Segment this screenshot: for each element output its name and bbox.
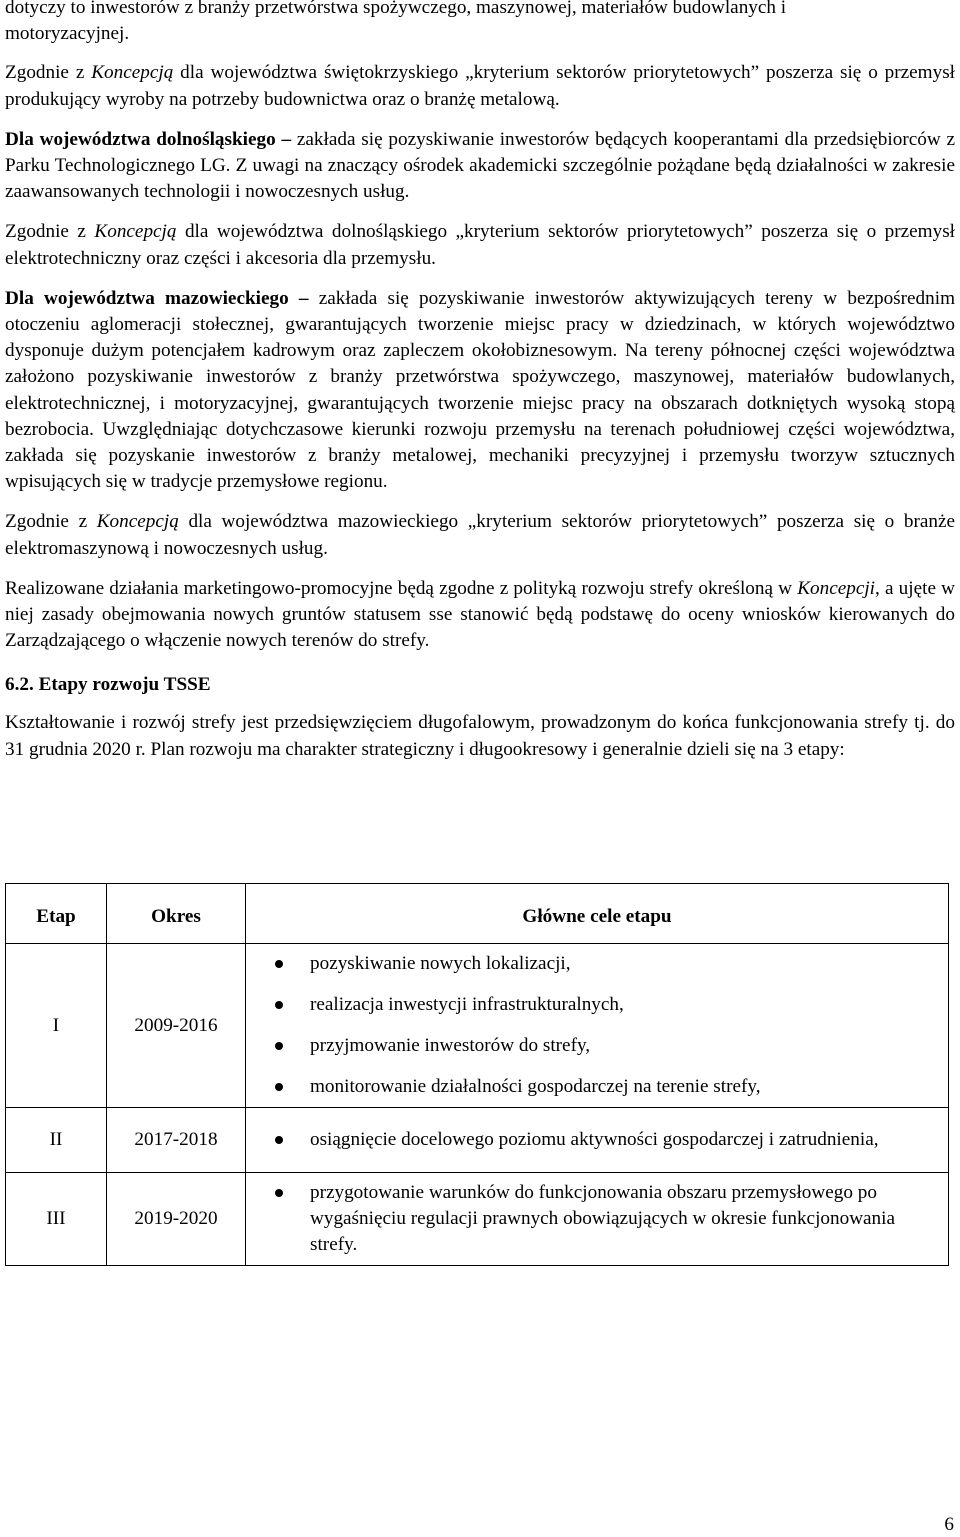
- paragraph-mazowieckie: [5, 286, 955, 496]
- list-item: [246, 1033, 948, 1059]
- bullet-icon: [275, 1136, 283, 1144]
- list-item: [246, 992, 948, 1018]
- goals-cell: [246, 944, 949, 1108]
- goals-cell: [246, 1173, 949, 1266]
- stage-cell: I: [6, 944, 107, 1108]
- text-span: Zgodnie z: [5, 511, 97, 533]
- text-span: , a ujęte w niej zasady obejmowania nowych gruntów statusem sse stanowić będą podstawę do oceny wniosków kierowanych do Zarządzającego o włączenie nowych terenów do strefy.: [5, 577, 955, 652]
- period-cell: 2009-2016: [107, 944, 246, 1108]
- emphasis-koncepcji: Koncepcji: [797, 577, 875, 599]
- header-goals: Główne cele etapu: [246, 884, 949, 944]
- stage-cell: III: [6, 1173, 107, 1266]
- stages-table: [5, 883, 949, 1266]
- section-intro: Kształtowanie i rozwój strefy jest przedsięwzięciem długofalowym, prowadzonym do końca funkcjonowania strefy tj. do 31 grudnia 2020 r. Plan rozwoju ma charakter strategiczny i długookresowy i generalnie dzieli się na 3 etapy:: [5, 712, 955, 760]
- paragraph-continuation: [5, 0, 955, 47]
- table-header-row: [6, 884, 949, 944]
- table-row: [6, 944, 949, 1108]
- text-line: motoryzacyjnej.: [5, 23, 130, 45]
- bullet-icon: [275, 1001, 283, 1009]
- text-span: dla województwa mazowieckiego „kryterium sektorów priorytetowych” poszerza się o branże elektromaszynową i nowoczesnych usług.: [5, 511, 955, 559]
- goal-text: przygotowanie warunków do funkcjonowania obszaru przemysłowego po wygaśnięciu regulacji prawnych obowiązujących w okresie funkcjonowania strefy.: [310, 1181, 896, 1256]
- list-item: [246, 951, 948, 977]
- emphasis-koncepcja: Koncepcją: [94, 221, 177, 243]
- bullet-icon: [275, 960, 283, 968]
- emphasis-koncepcja: Koncepcją: [91, 62, 174, 84]
- emphasis-koncepcja: Koncepcją: [96, 511, 179, 533]
- header-period: Okres: [107, 884, 246, 944]
- text-span: dla województwa dolnośląskiego „kryterium sektorów priorytetowych” poszerza się o przemysł elektrotechniczny oraz części i akcesoria dla przemysłu.: [5, 221, 955, 269]
- period-cell: 2019-2020: [107, 1173, 246, 1266]
- goal-text: realizacja inwestycji infrastrukturalnych,: [310, 993, 624, 1015]
- region-heading: Dla województwa mazowieckiego –: [5, 287, 309, 309]
- goal-text: przyjmowanie inwestorów do strefy,: [310, 1035, 591, 1056]
- goals-list: [246, 951, 948, 1101]
- goal-text: pozyskiwanie nowych lokalizacji,: [310, 952, 571, 974]
- text-line: dotyczy to inwestorów z branży przetwórstwa spożywczego, maszynowej, materiałów budowlanych i: [5, 0, 787, 18]
- period-cell: 2017-2018: [107, 1108, 246, 1173]
- bullet-icon: [275, 1083, 283, 1091]
- text-span: Zgodnie z: [5, 221, 95, 243]
- goal-text: monitorowanie działalności gospodarczej na terenie strefy,: [310, 1076, 761, 1098]
- document-page: [5, 0, 955, 763]
- text-span: Realizowane działania marketingowo-promocyjne będą zgodne z polityką rozwoju strefy określoną w: [5, 577, 798, 599]
- goals-cell: [246, 1108, 949, 1173]
- header-stage: Etap: [6, 884, 107, 944]
- text-span: dla województwa świętokrzyskiego „kryterium sektorów priorytetowych” poszerza się o przemysł produkujący wyroby na potrzeby budownictwa oraz o branżę metalową.: [5, 62, 955, 110]
- goals-list: [246, 1180, 948, 1259]
- table-row: [6, 1108, 949, 1173]
- section-title: 6.2. Etapy rozwoju TSSE: [5, 674, 211, 696]
- page-number: 6: [944, 1514, 954, 1535]
- paragraph-mazowieckie-criteria: [5, 509, 955, 561]
- bullet-icon: [275, 1189, 283, 1197]
- list-item: [246, 1127, 948, 1153]
- paragraph-swietokrzyskie-criteria: [5, 60, 955, 112]
- text-span: Zgodnie z: [5, 62, 92, 84]
- goal-text: osiągnięcie docelowego poziomu aktywności gospodarczej i zatrudnienia,: [310, 1128, 879, 1150]
- text-span: zakłada się pozyskiwanie inwestorów będących kooperantami dla przedsiębiorców z Parku Technologicznego LG. Z uwagi na znaczący ośrodek akademicki szczególnie pożądane będą działalności w zakresie zaawansowanych technologii i nowoczesnych usług.: [5, 128, 955, 203]
- region-heading: Dla województwa dolnośląskiego –: [5, 128, 292, 150]
- paragraph-dolnoslaskie: [5, 127, 955, 206]
- stage-cell: II: [6, 1108, 107, 1173]
- paragraph-marketing: [5, 576, 955, 655]
- list-item: [246, 1074, 948, 1100]
- bullet-icon: [275, 1042, 283, 1050]
- list-item: [246, 1180, 948, 1259]
- text-span: zakłada się pozyskiwanie inwestorów aktywizujących tereny w bezpośrednim otoczeniu aglomeracji stołecznej, gwarantujących tworzenie miejsc pracy w dziedzinach, w których województwo dysponuje dużym potencjałem kadrowym oraz zapleczem okołobiznesowym. Na tereny północnej części województwa założono pozyskiwanie inwestorów z branży przetwórstwa spożywczego, maszynowej, materiałów budowlanych, elektrotechnicznej, i motoryzacyjnej, gwarantujących tworzenie miejsc pracy na obszarach dotkniętych wysoką stopą bezrobocia. Uwzględniając dotychczasowe kierunki rozwoju przemysłu na terenach południowej części województwa, zakłada się pozyskanie inwestorów z branży metalowej, mechaniki precyzyjnej i przemysłu tworzyw sztucznych wpisujących się w tradycje przemysłowe regionu.: [5, 287, 955, 493]
- goals-list: [246, 1127, 948, 1153]
- paragraph-dolnoslaskie-criteria: [5, 219, 955, 271]
- table-row: [6, 1173, 949, 1266]
